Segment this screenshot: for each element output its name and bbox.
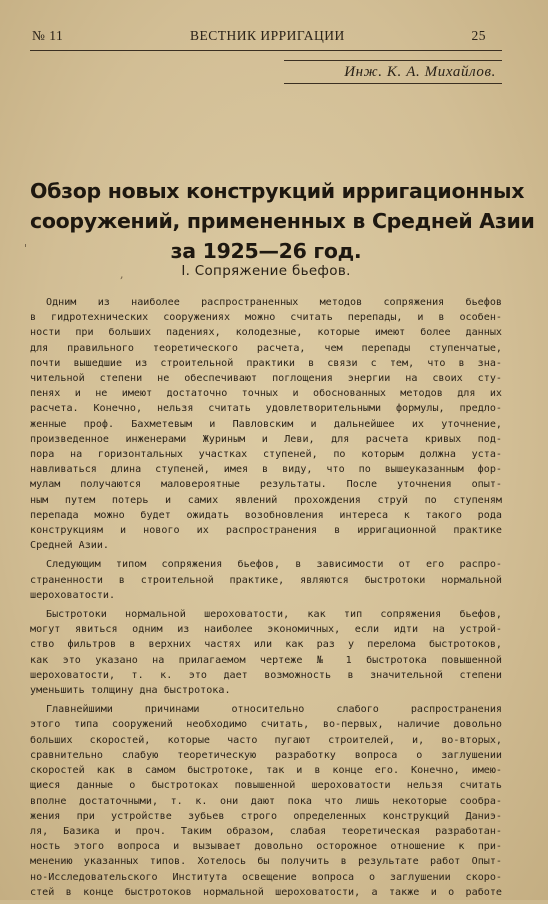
- text-line: страненности в строительной практике, являются быстротоки нормальной: [30, 574, 502, 586]
- text-line: больших скоростей, которые часто пугают строителей, и, во-вторых,: [30, 734, 502, 746]
- title-line: за 1925—26 год.: [170, 239, 362, 263]
- article-body: [30, 295, 502, 904]
- text-line: ным путем потерь и самих явлений прохождения струй по ступеням: [30, 494, 502, 506]
- running-header: [32, 28, 486, 44]
- text-line: уменьшить толщину дна быстротока.: [30, 685, 231, 697]
- text-line: шероховатости.: [30, 589, 116, 601]
- text-line: ность этого вопроса и вызывает довольно осторожное отношение к при-: [30, 841, 502, 853]
- text-line: Главнейшими причинами относительно слабого распространения: [46, 704, 502, 716]
- text-line: расчета. Конечно, нельзя считать удовлетворительными формулы, предло-: [30, 403, 502, 415]
- paragraph: [30, 702, 502, 900]
- text-line: ство фильтров в верхних частях или как раз у перелома быстротоков,: [30, 639, 502, 651]
- text-line: стей в конце быстротоков нормальной шероховатости, а также и о работе: [30, 886, 502, 898]
- text-line: этого типа сооружений необходимо считать, во-первых, наличие довольно: [30, 719, 502, 731]
- text-line: шероховатости, т. к. это дает возможность в значительной степени: [30, 669, 502, 681]
- issue-number: № 11: [32, 28, 64, 43]
- text-line: Средней Азии.: [30, 540, 110, 552]
- title-line: сооружений, примененных в Средней Азии: [30, 209, 535, 233]
- text-line: вполне достаточными, т. к. они дают пока что лишь некоторые сообра-: [30, 795, 502, 807]
- text-line: для правильного теоретического расчета, чем перепады ступенчатые,: [30, 342, 502, 354]
- text-line: Следующим типом сопряжения бьефов, в зависимости от его распро-: [46, 559, 502, 571]
- text-line: ля, Базика и проч. Таким образом, слабая теоретическая разработан-: [30, 825, 502, 837]
- section-title: I. Сопряжение бьефов.: [181, 263, 351, 279]
- paragraph: [30, 607, 502, 698]
- text-line: щиеся данные о быстротоках повышенной шероховатости нельзя считать: [30, 780, 502, 792]
- text-line: пора на горизонтальных участках ступеней, по которым должна уста-: [30, 449, 502, 461]
- margin-mark: ,: [120, 268, 124, 281]
- article-title: [30, 176, 535, 266]
- text-line: почти вышедшие из строительной практики в связи с тем, что в зна-: [30, 357, 502, 369]
- text-line: чительной степени не обеспечивают поглощения энергии на своих сту-: [30, 373, 502, 385]
- text-line: пенях и не имеют достаточно точных и обоснованных методов для их: [30, 388, 502, 400]
- margin-mark: ': [24, 242, 28, 255]
- text-line: Одним из наиболее распространенных методов сопряжения бьефов: [46, 297, 502, 308]
- title-line: Обзор новых конструкций ирригационных: [30, 179, 525, 203]
- text-line: в гидротехнических сооружениях можно считать перепады, и в особен-: [30, 312, 502, 324]
- paragraph: [30, 557, 502, 603]
- journal-title: ВЕСТНИК ИРРИГАЦИИ: [190, 28, 345, 43]
- text-line: сравнительно слабую теоретическую разработку вопроса о заглушении: [30, 749, 502, 761]
- text-line: но-Исследовательского Института освещение вопроса о заглушении скоро-: [30, 871, 502, 883]
- text-line: конструкциям и нового их распространения в ирригационной практике: [30, 525, 502, 537]
- text-line: мулам получаются маловероятные результаты. После уточнения опыт-: [30, 479, 502, 491]
- text-line: жения при устройстве зубьев строго определенных конструкций Даниэ-: [30, 810, 502, 822]
- header-rule: [30, 50, 502, 51]
- text-line: женные проф. Бахметевым и Павловским и дальнейшее их уточнение,: [30, 418, 502, 430]
- text-line: навливаться длина ступеней, имея в виду, что по вышеуказанным фор-: [30, 464, 502, 476]
- text-line: как это указано на прилагаемом чертеже № 1 быстротока повышенной: [30, 654, 502, 666]
- text-line: менению указанных типов. Хотелось бы получить в результате работ Опыт-: [30, 856, 502, 868]
- text-line: скоростей как в самом быстротоке, так и в конце его. Конечно, имею-: [30, 765, 502, 777]
- text-line: перепада можно будет ожидать возобновления интереса к такого рода: [30, 509, 502, 521]
- page-number: 25: [471, 28, 486, 43]
- text-line: произведенное инженерами Журиным и Леви, для расчета кривых под-: [30, 433, 502, 445]
- paragraph: [30, 295, 502, 553]
- text-line: ности при больших падениях, колодезные, которые имеют более данных: [30, 327, 502, 339]
- author-byline: Инж. К. А. Михайлов.: [284, 60, 502, 84]
- text-line: Быстротоки нормальной шероховатости, как тип сопряжения бьефов,: [46, 609, 502, 621]
- text-line: могут явиться одним из наиболее экономичных, если идти на устрой-: [30, 624, 502, 636]
